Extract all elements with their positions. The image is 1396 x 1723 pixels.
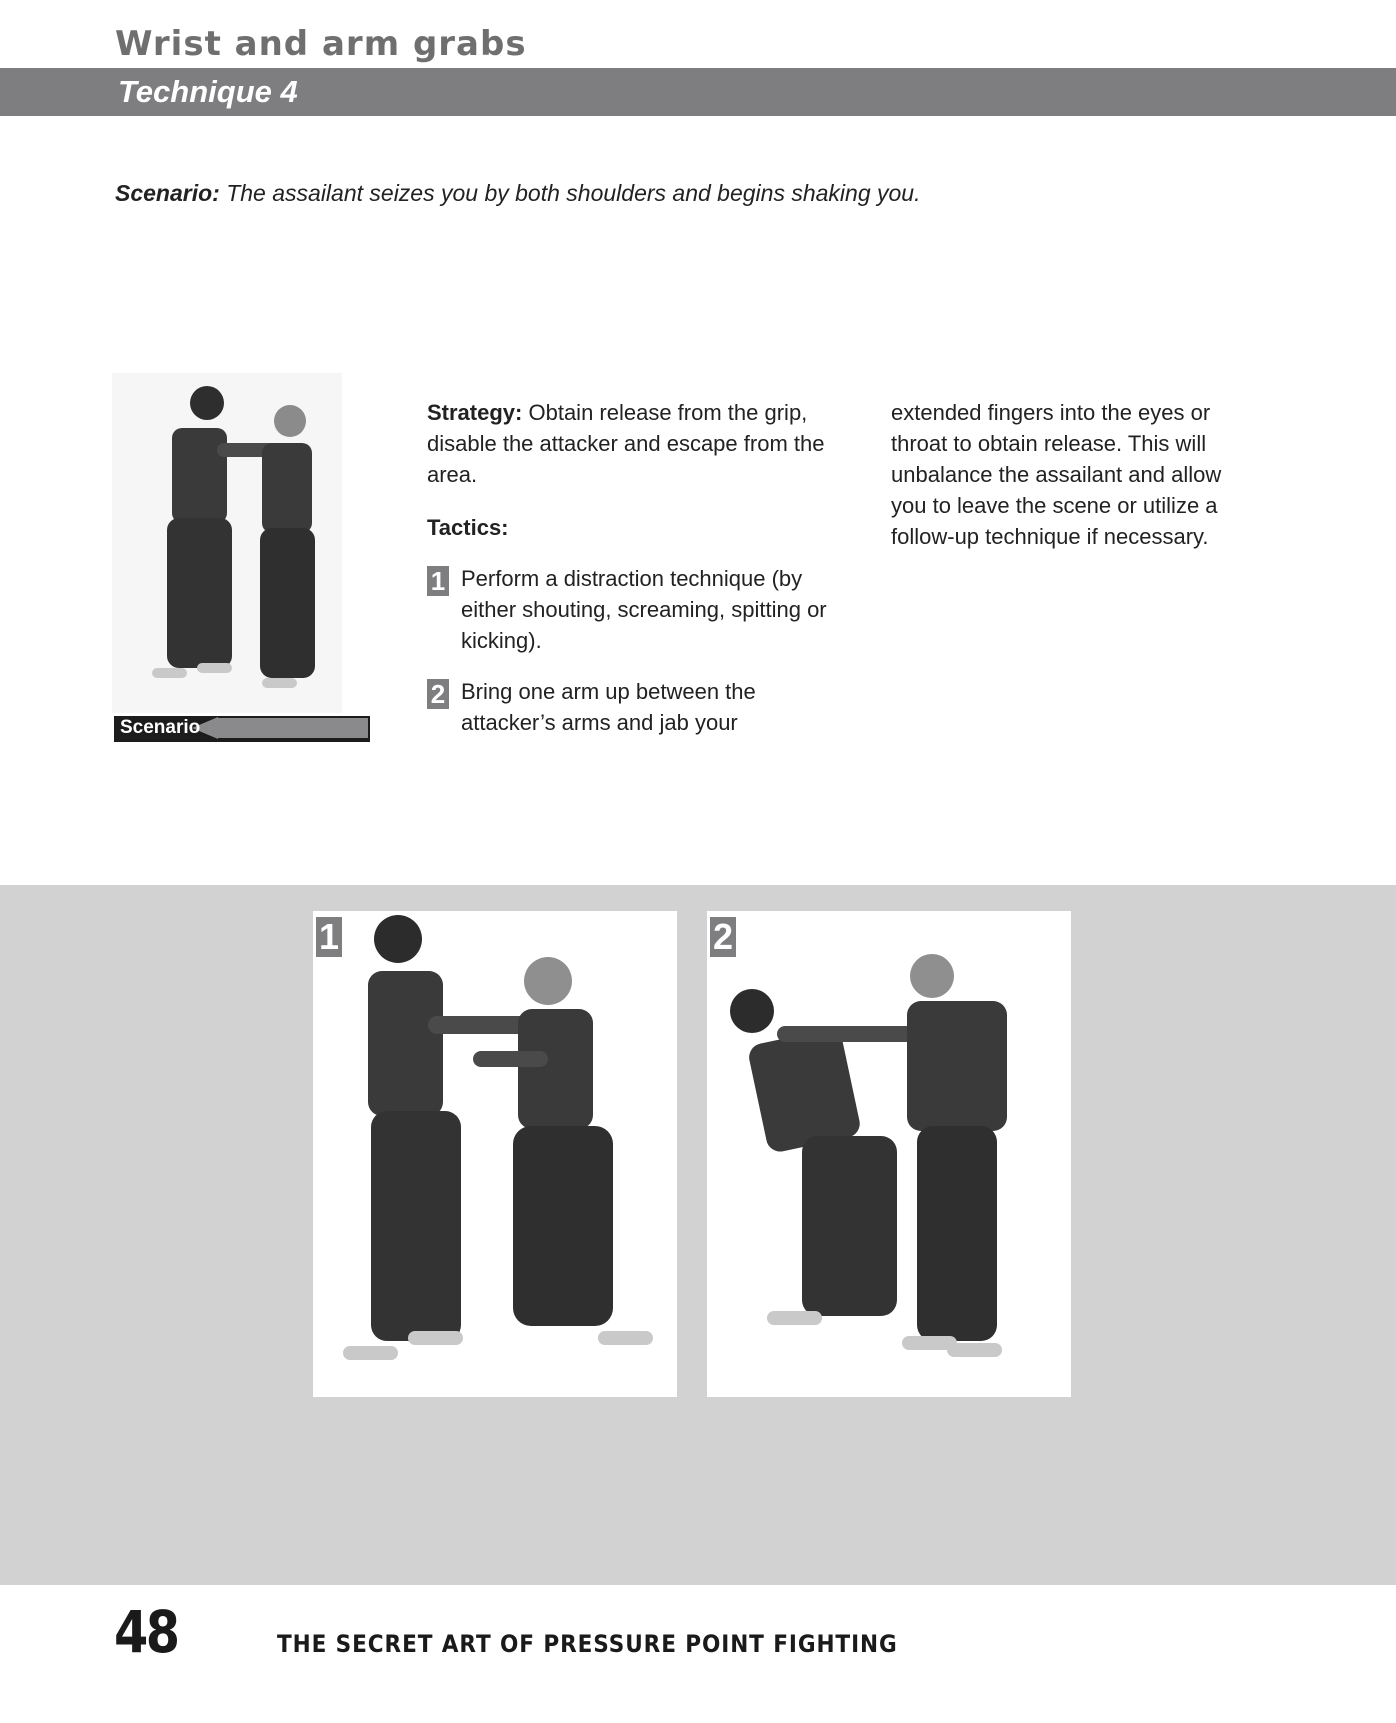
page-number: 48 bbox=[114, 1598, 178, 1666]
photo-number-badge: 1 bbox=[316, 917, 342, 957]
step-photo-1-illustration bbox=[313, 911, 677, 1397]
scenario-line bbox=[115, 180, 921, 207]
scenario-label: Scenario: bbox=[115, 180, 220, 206]
strategy-paragraph bbox=[427, 397, 847, 490]
strategy-text: Obtain release from the grip, disable the attacker and escape from the area. bbox=[427, 400, 825, 487]
scenario-tag-label: Scenario bbox=[120, 717, 201, 738]
scenario-photo-tag bbox=[114, 716, 370, 742]
step-text: Bring one arm up between the attacker’s arms and jab your bbox=[461, 679, 756, 735]
scenario-photo-illustration bbox=[112, 373, 342, 713]
tactic-step bbox=[427, 563, 847, 656]
continuation-column bbox=[891, 397, 1251, 552]
tactics-label: Tactics: bbox=[427, 515, 509, 540]
continuation-text: extended fingers into the eyes or throat to obtain release. This will unbalance the assailant and allow you to leave the scene or utilize a follow-up technique if necessary. bbox=[891, 400, 1222, 549]
step-number-badge: 2 bbox=[427, 679, 449, 709]
tactic-step bbox=[427, 676, 847, 738]
technique-title: Technique 4 bbox=[118, 74, 298, 109]
chapter-title: Wrist and arm grabs bbox=[115, 24, 527, 64]
step-photo-1 bbox=[313, 911, 677, 1397]
photo-number-badge: 2 bbox=[710, 917, 736, 957]
strategy-column bbox=[427, 397, 847, 738]
photo-band bbox=[0, 885, 1396, 1585]
book-title: THE SECRET ART OF PRESSURE POINT FIGHTING bbox=[277, 1630, 898, 1658]
arrow-left-icon bbox=[218, 718, 368, 738]
scenario-photo bbox=[112, 373, 342, 713]
step-photo-2-illustration bbox=[707, 911, 1071, 1397]
scenario-text: The assailant seizes you by both shoulders and begins shaking you. bbox=[226, 180, 921, 206]
step-number-badge: 1 bbox=[427, 566, 449, 596]
step-photo-2 bbox=[707, 911, 1071, 1397]
step-text: Perform a distraction technique (by either shouting, screaming, spitting or kicking). bbox=[461, 566, 827, 653]
strategy-label: Strategy: bbox=[427, 400, 523, 425]
